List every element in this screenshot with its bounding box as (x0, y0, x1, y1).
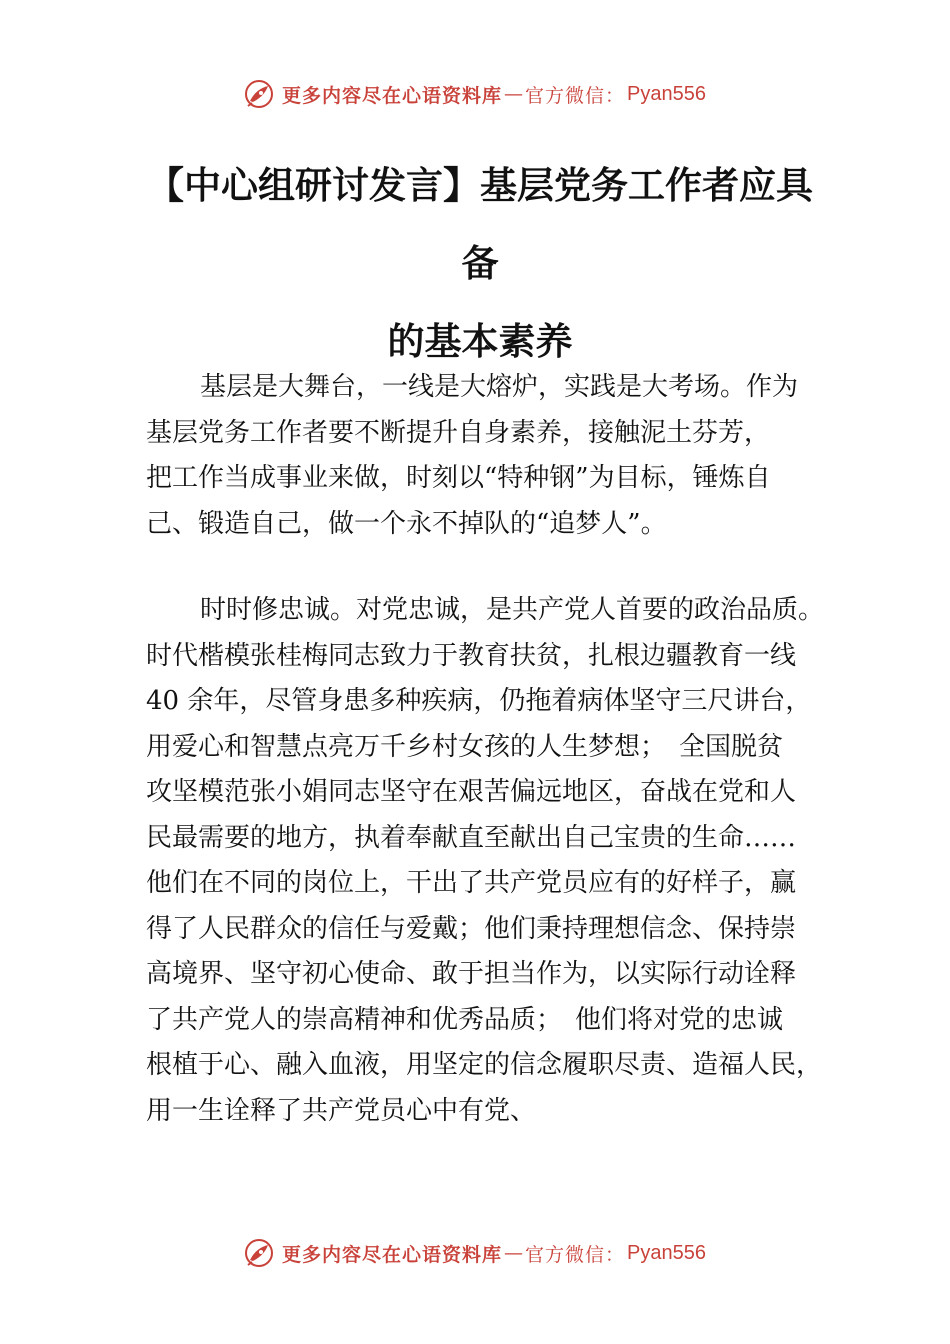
header-banner (0, 74, 950, 114)
title-line-1: 【中心组研讨发言】基层党务工作者应具备 (147, 163, 813, 285)
banner-wechat-id: Pyan556 (627, 1241, 706, 1264)
banner-separator: — (504, 83, 524, 105)
banner-wechat-label: 官方微信： (525, 84, 626, 107)
paragraph-line: 时代楷模张桂梅同志致力于教育扶贫，扎根边疆教育一线 (146, 640, 797, 671)
paragraph-line: 基层是大舞台，一线是大熔炉，实践是大考场。作为 (200, 372, 799, 402)
banner-separator: — (504, 1242, 524, 1264)
pen-nib-logo-icon (244, 1238, 274, 1268)
paragraph-line: 民最需要的地方，执着奉献直至献出自己宝贵的生命…… (146, 822, 797, 853)
footer-banner (0, 1233, 950, 1273)
banner-wechat-label: 官方微信： (525, 1243, 626, 1266)
paragraph-line: 把工作当成事业来做，时刻以“特种钢”为目标，锤炼自 (146, 463, 771, 493)
paragraph-line: 用爱心和智慧点亮万千乡村女孩的人生梦想； 全国脱贫 (146, 731, 784, 762)
banner-text: 更多内容尽在心语资料库 (282, 1243, 503, 1266)
title-line-2: 的基本素养 (387, 319, 573, 363)
paragraph-line: 得了人民群众的信任与爱戴；他们秉持理想信念、保持崇 (146, 913, 797, 944)
paragraph-line: 根植于心、融入血液，用坚定的信念履职尽责、造福人民， (146, 1050, 823, 1080)
paragraph-line: 了共产党人的崇高精神和优秀品质； 他们将对党的忠诚 (146, 1004, 784, 1035)
paragraph-line: 他们在不同的岗位上，干出了共产党员应有的好样子，赢 (146, 868, 797, 898)
paragraph-line: 用一生诠释了共产党员心中有党、 (146, 1095, 537, 1126)
paragraph-line: 时时修忠诚。对党忠诚，是共产党人首要的政治品质。 (200, 595, 825, 625)
banner-wechat-id: Pyan556 (627, 82, 706, 105)
paragraph-2 (146, 588, 836, 1134)
banner-text: 更多内容尽在心语资料库 (282, 84, 503, 107)
paragraph-line: 己、锻造自己，做一个永不掉队的“追梦人”。 (146, 508, 667, 539)
document-title (140, 146, 820, 380)
paragraph-line: 40 余年，尽管身患多种疾病，仍拖着病体坚守三尺讲台， (146, 686, 812, 716)
paragraph-line: 攻坚模范张小娟同志坚守在艰苦偏远地区，奋战在党和人 (146, 777, 797, 807)
paragraph-line: 高境界、坚守初心使命、敢于担当作为，以实际行动诠释 (146, 959, 797, 989)
paragraph-1 (146, 365, 836, 547)
pen-nib-logo-icon (244, 79, 274, 109)
paragraph-line: 基层党务工作者要不断提升自身素养，接触泥土芬芳， (146, 417, 771, 448)
